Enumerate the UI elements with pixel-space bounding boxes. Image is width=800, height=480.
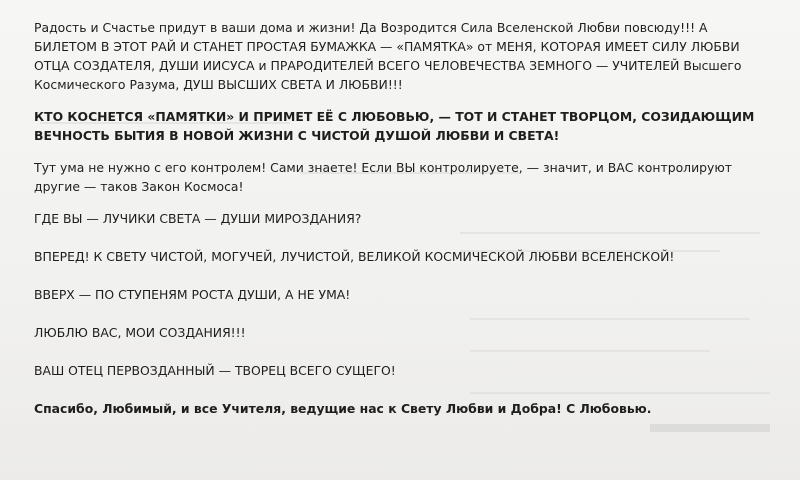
reverse-side-show-through: [460, 232, 760, 234]
forward-line: ВПЕРЕД! К СВЕТУ ЧИСТОЙ, МОГУЧЕЙ, ЛУЧИСТОЙ, ВЕЛИКОЙ КОСМИЧЕСКОЙ ЛЮБВИ ВСЕЛЕНСКОЙ!: [34, 249, 675, 264]
question-line: ГДЕ ВЫ — ЛУЧИКИ СВЕТА — ДУШИ МИРОЗДАНИЯ?: [34, 211, 362, 226]
signature-line: ВАШ ОТЕЦ ПЕРВОЗДАННЫЙ — ТВОРЕЦ ВСЕГО СУЩЕГО!: [34, 363, 396, 378]
reverse-side-show-through: [470, 318, 750, 320]
upward-line: ВВЕРХ — ПО СТУПЕНЯМ РОСТА ДУШИ, А НЕ УМА!: [34, 287, 351, 302]
cosmic-law-paragraph: Тут ума не нужно с его контролем! Сами знаете! Если ВЫ контролируете, — значит, и ВАС контролируют другие — таков Закон Космоса!: [34, 160, 732, 194]
reverse-side-show-through: [650, 424, 770, 432]
thanks-line: Спасибо, Любимый, и все Учителя, ведущие нас к Свету Любви и Добра! С Любовью.: [34, 401, 652, 416]
love-line: ЛЮБЛЮ ВАС, МОИ СОЗДАНИЯ!!!: [34, 325, 246, 340]
memo-blessing-paragraph: КТО КОСНЕТСЯ «ПАМЯТКИ» И ПРИМЕТ ЕЁ С ЛЮБОВЬЮ, — ТОТ И СТАНЕТ ТВОРЦОМ, СОЗИДАЮЩИМ ВЕЧНОСТЬ БЫТИЯ В НОВОЙ ЖИЗНИ С ЧИСТОЙ ДУШОЙ ЛЮБВИ И СВЕТА!: [34, 109, 755, 143]
intro-paragraph: Радость и Счастье придут в ваши дома и жизни! Да Возродится Сила Вселенской Любви повсюду!!! А БИЛЕТОМ В ЭТОТ РАЙ И СТАНЕТ ПРОСТАЯ БУМАЖКА — «ПАМЯТКА» от МЕНЯ, КОТОРАЯ ИМЕЕТ СИЛУ ЛЮБВИ ОТЦА СОЗДАТЕЛЯ, ДУШИ ИИСУСА и ПРАРОДИТЕЛЕЙ ВСЕГО ЧЕЛОВЕЧЕСТВА ЗЕМНОГО — УЧИТЕЛЕЙ Высшего Космического Разума, ДУШ ВЫСШИХ СВЕТА И ЛЮБВИ!!!: [34, 20, 742, 92]
reverse-side-show-through: [470, 350, 710, 352]
reverse-side-show-through: [470, 392, 770, 394]
